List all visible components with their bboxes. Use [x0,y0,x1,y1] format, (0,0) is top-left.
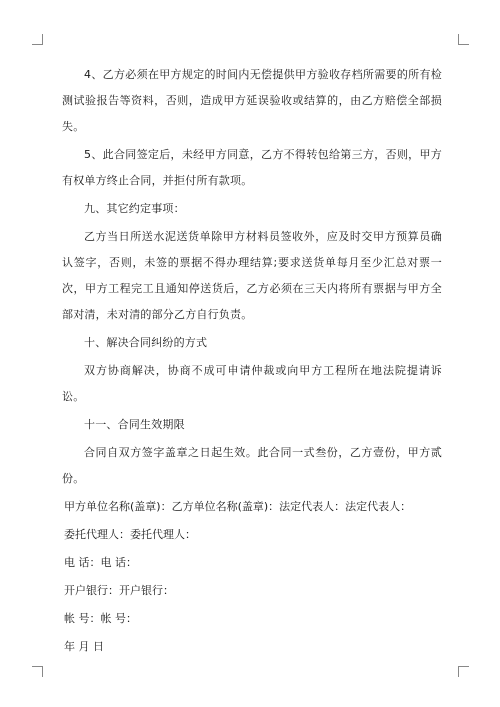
section-9-body: 乙方当日所送水泥送货单除甲方材料员签收外，应及时交甲方预算员确认签字，否则，未签的票据不得办理结算;要求送货单每月至少汇总对票一次，甲方工程完工且通知停送货后，乙方必须在三天内将所有票据与甲方全部对清，未对清的部分乙方自行负责。 [62,230,442,321]
section-9-heading: 九、其它约定事项： [84,202,185,215]
section-11-heading: 十一、合同生效期限 [84,418,185,431]
section-11-body: 合同自双方签字盖章之日起生效。此合同一式叁份，乙方壹份，甲方贰份。 [62,446,442,485]
section-10-heading: 十、解决合同纠纷的方式 [84,336,208,349]
document-body [62,62,442,660]
signature-agents: 委托代理人：委托代理人： [64,528,196,541]
crop-mark-top-left [32,34,43,45]
section-10-body: 双方协商解决，协商不成可申请仲裁或向甲方工程所在地法院提请诉讼。 [62,364,442,403]
signature-banks: 开户银行：开户银行： [64,584,174,597]
signature-date: 年 月 日 [64,640,104,653]
crop-mark-bottom-right [458,666,469,677]
clause-5: 5、此合同签定后，未经甲方同意，乙方不得转包给第三方，否则，甲方有权单方终止合同，并拒付所有款项。 [62,148,442,187]
signature-unit-names: 甲方单位名称(盖章)：乙方单位名称(盖章)：法定代表人：法定代表人： [64,500,412,513]
signature-accounts: 帐 号：帐 号： [64,612,137,625]
crop-mark-top-right [458,34,469,45]
crop-mark-bottom-left [32,666,43,677]
clause-4: 4、乙方必须在甲方规定的时间内无偿提供甲方验收存档所需要的所有检测试验报告等资料，否则，造成甲方延误验收或结算的，由乙方赔偿全部损失。 [62,68,442,133]
signature-phones: 电 话：电 话： [64,556,137,569]
